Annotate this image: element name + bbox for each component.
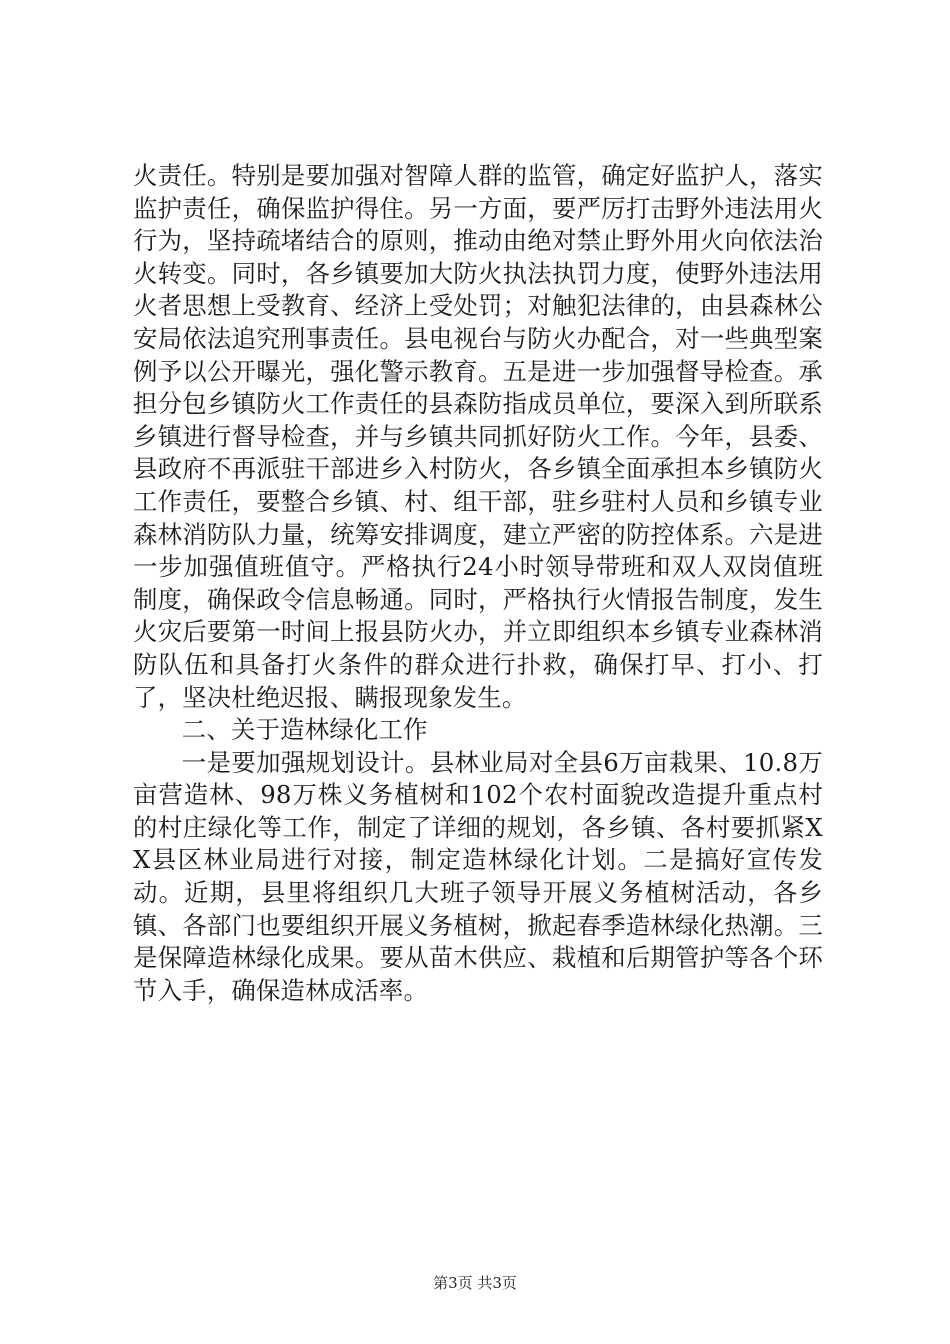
section-heading-afforestation: 二、关于造林绿化工作 xyxy=(181,715,428,745)
body-paragraph-fire-prevention: 火责任。特别是要加强对智障人群的监管，确定好监护人，落实监护责任，确保监护得住。另一方面，要严厉打击野外违法用火行为，坚持疏堵结合的原则，推动由绝对禁止野外用火向依法治火转变。同时，各乡镇要加大防火执法执罚力度，使野外违法用火者思想上受教育、经济上受处罚；对触犯法律的，由县森林公安局依法追究刑事责任。县电视台与防火办配合，对一些典型案例予以公开曝光，强化警示教育。五是进一步加强督导检查。承担分包乡镇防火工作责任的县森防指成员单位，要深入到所联系乡镇进行督导检查，并与乡镇共同抓好防火工作。今年，县委、县政府不再派驻干部进乡入村防火，各乡镇全面承担本乡镇防火工作责任，要整合乡镇、村、组干部，驻乡驻村人员和乡镇专业森林消防队力量，统筹安排调度，建立严密的防控体系。六是进一步加强值班值守。严格执行24小时领导带班和双人双岗值班制度，确保政令信息畅通。同时，严格执行火情报告制度，发生火灾后要第一时间上报县防火办，并立即组织本乡镇专业森林消防队伍和具备打火条件的群众进行扑救，确保打早、打小、打了，坚决杜绝迟报、瞒报现象发生。 xyxy=(133,161,823,712)
page-number: 第3页 xyxy=(433,1274,473,1292)
page-footer xyxy=(0,1272,950,1293)
body-paragraph-afforestation: 一是要加强规划设计。县林业局对全县6万亩栽果、10.8万亩营造林、98万株义务植树和102个农村面貌改造提升重点村的村庄绿化等工作，制定了详细的规划，各乡镇、各村要抓紧XX县区林业局进行对接，制定造林绿化计划。二是搞好宣传发动。近期，县里将组织几大班子领导开展义务植树活动，各乡镇、各部门也要组织开展义务植树，掀起春季造林绿化热潮。三是保障造林绿化成果。要从苗木供应、栽植和后期管护等各个环节入手，确保造林成活率。 xyxy=(133,747,823,1005)
document-body xyxy=(133,160,823,1007)
page-total: 共3页 xyxy=(477,1274,517,1292)
